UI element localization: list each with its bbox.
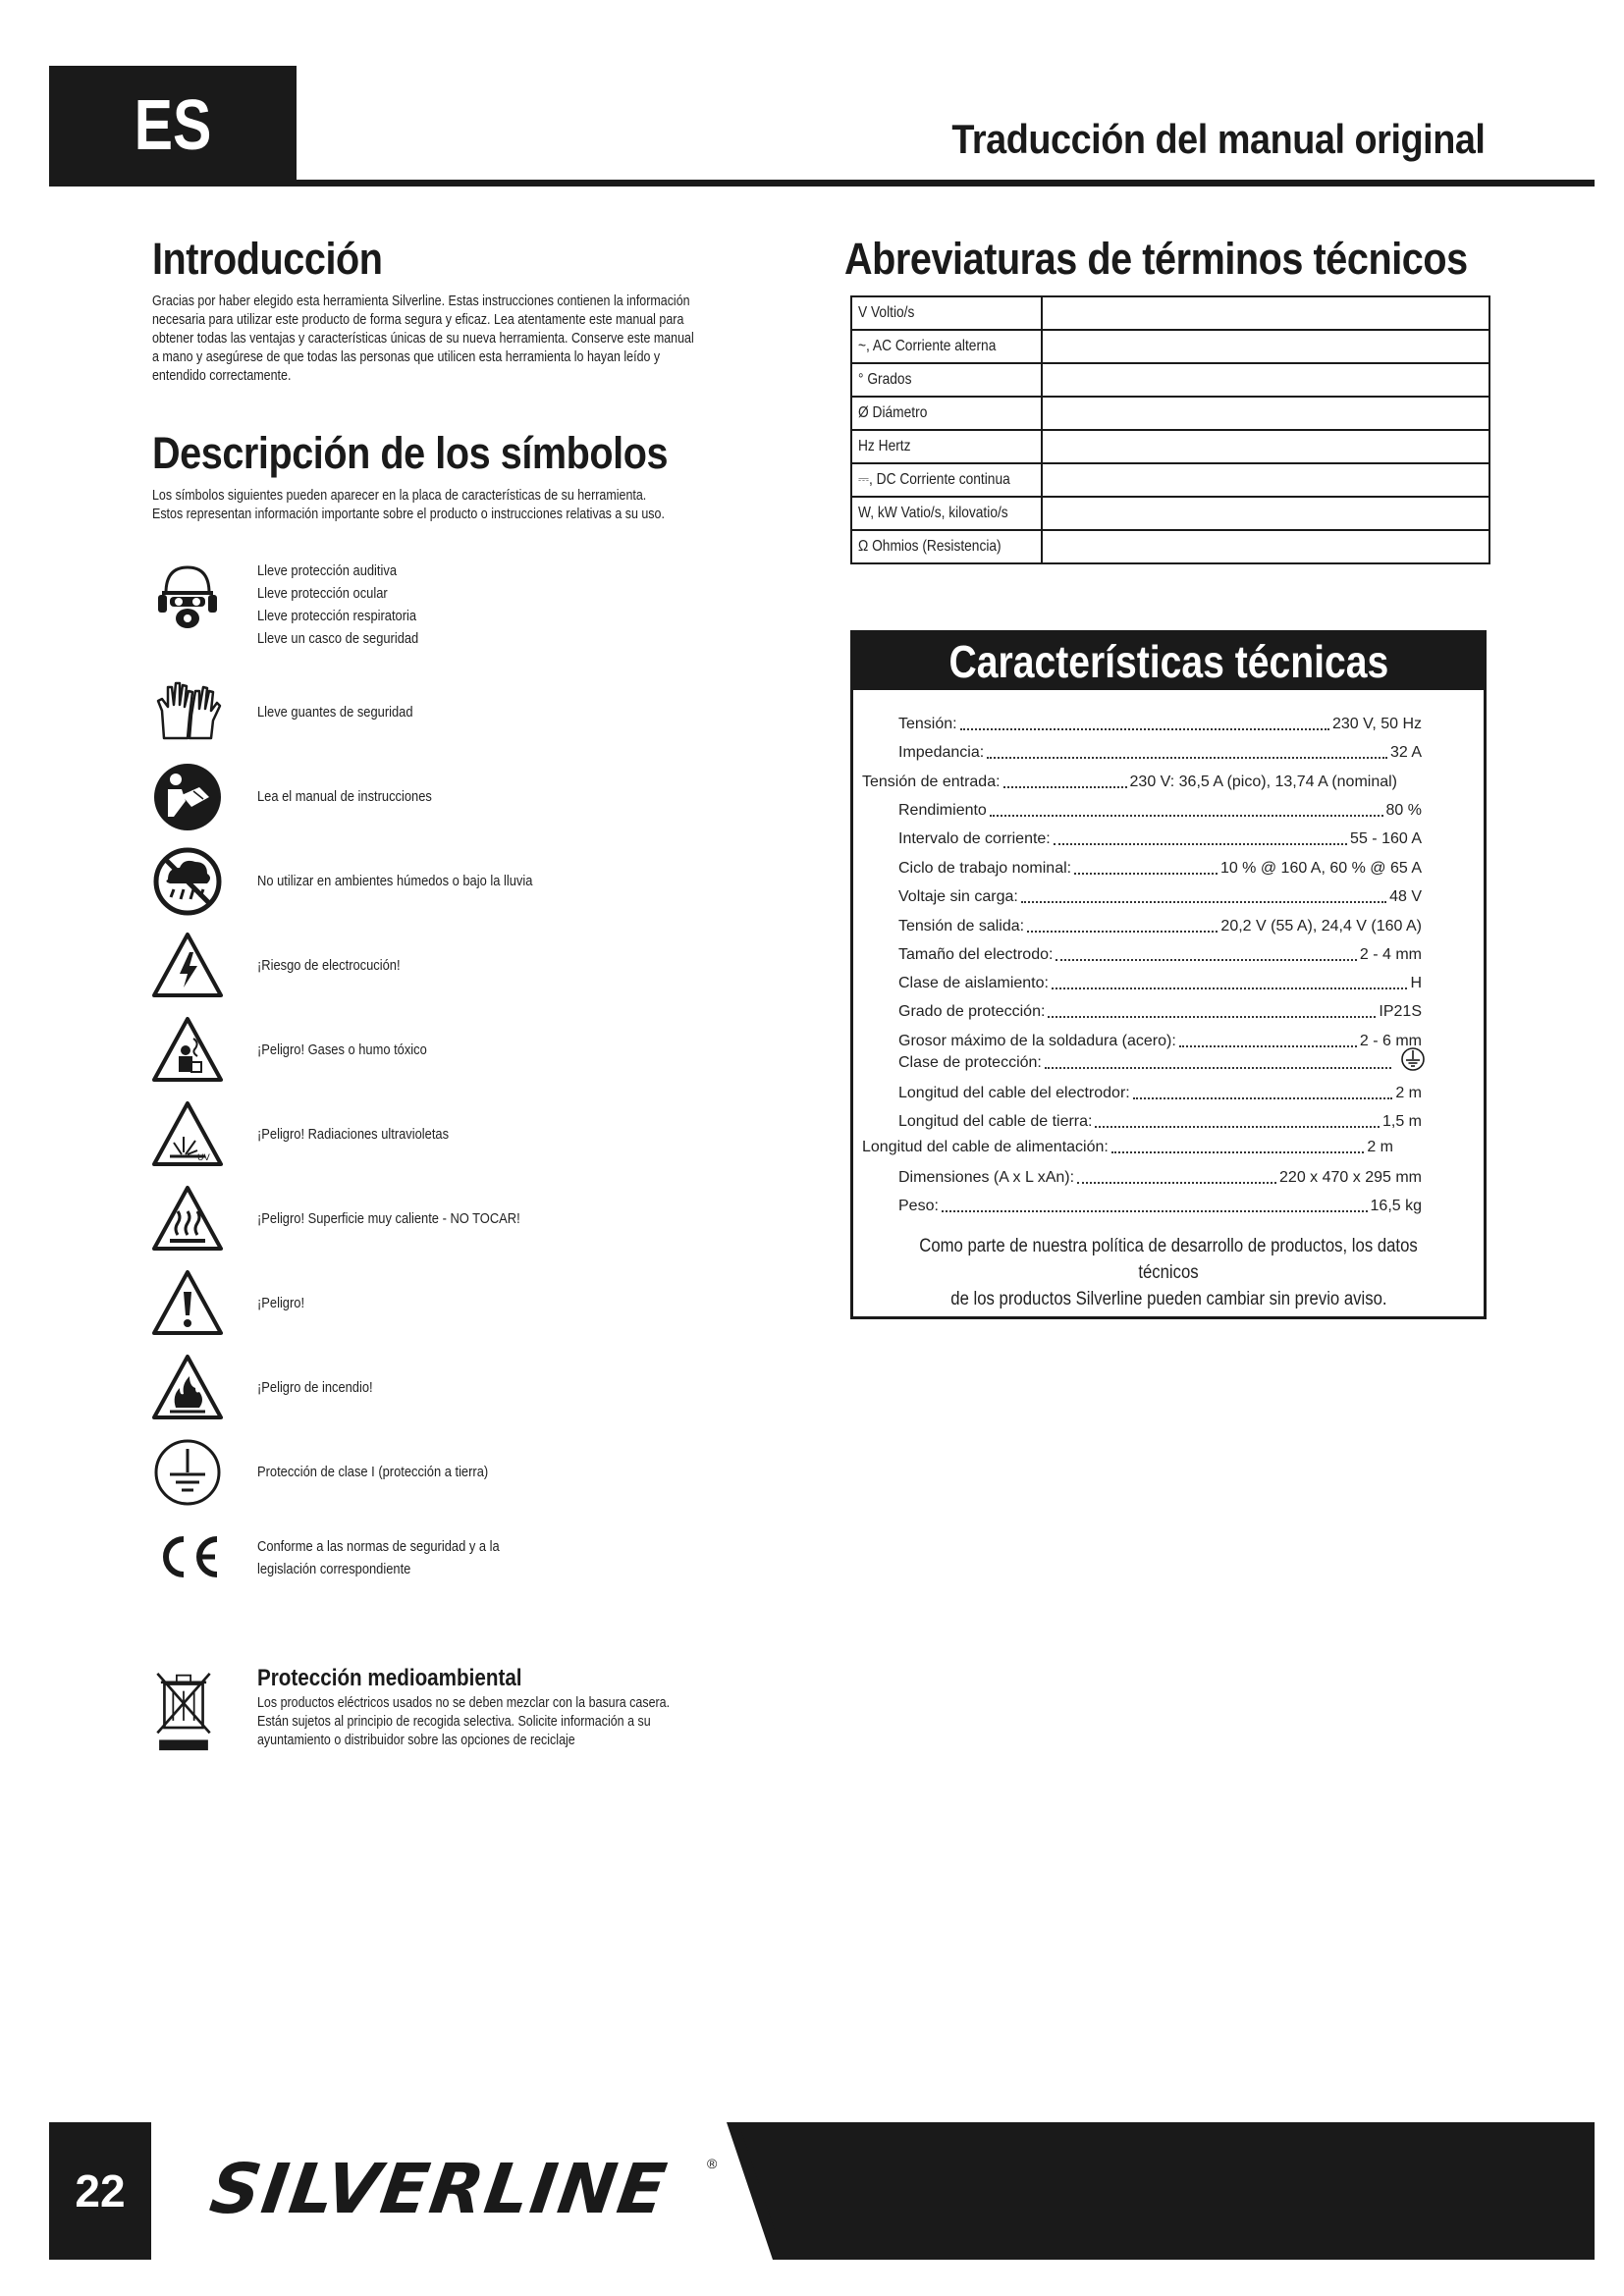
spec-row bbox=[898, 942, 1422, 968]
symbol-label: Conforme a las normas de seguridad y a la bbox=[257, 1538, 500, 1555]
symbol-label: ¡Peligro! bbox=[257, 1295, 305, 1311]
spec-row bbox=[898, 1194, 1422, 1219]
spec-value: H bbox=[1410, 975, 1422, 991]
spec-row bbox=[898, 798, 1422, 824]
intro-line: a mano y asegúrese de que todas las personas que utilicen esta herramienta lo hayan leído y bbox=[152, 349, 661, 365]
spec-value: 230 V: 36,5 A (pico), 13,74 A (nominal) bbox=[1129, 774, 1397, 790]
spec-label: Intervalo de corriente: bbox=[898, 830, 1051, 847]
toxic-fumes-icon bbox=[152, 1015, 223, 1086]
spec-leader-dots bbox=[1133, 1097, 1393, 1099]
spec-row bbox=[898, 856, 1422, 881]
electrocution-icon bbox=[152, 931, 223, 1001]
spec-row bbox=[898, 999, 1422, 1025]
symbol-label: ¡Peligro! Gases o humo tóxico bbox=[257, 1041, 427, 1058]
spec-label: Longitud del cable de tierra: bbox=[898, 1113, 1093, 1130]
spec-leader-dots bbox=[1056, 959, 1356, 961]
abbr-cell: V Voltio/s bbox=[858, 304, 915, 321]
hot-surface-icon bbox=[152, 1184, 223, 1255]
intro-line: obtener todas las ventajas y características únicas de su nueva herramienta. Conserve este manual bbox=[152, 331, 694, 347]
page-title: Traducción del manual original bbox=[950, 116, 1485, 162]
symbols-intro bbox=[152, 487, 811, 524]
weee-bin-icon bbox=[152, 1669, 215, 1755]
spec-row bbox=[862, 1135, 1393, 1160]
abbreviations-table bbox=[850, 295, 1490, 564]
spec-row bbox=[898, 1165, 1422, 1191]
spec-leader-dots bbox=[1048, 1016, 1376, 1018]
spec-leader-dots bbox=[960, 728, 1329, 730]
abbr-cell: ° Grados bbox=[858, 371, 912, 388]
spec-label: Tensión de entrada: bbox=[862, 774, 1001, 790]
spec-leader-dots bbox=[1027, 931, 1218, 933]
spec-row bbox=[898, 1081, 1422, 1106]
specs-heading-text: Características técnicas bbox=[948, 636, 1388, 687]
table-row bbox=[851, 363, 1489, 397]
spec-leader-dots bbox=[1074, 873, 1218, 875]
spec-value: 230 V, 50 Hz bbox=[1331, 716, 1422, 732]
symbol-label: Lleve guantes de seguridad bbox=[257, 704, 413, 721]
specs-heading bbox=[853, 633, 1484, 690]
symbol-label: Protección de clase I (protección a tierra) bbox=[257, 1464, 489, 1480]
spec-label: Longitud del cable de alimentación: bbox=[862, 1139, 1109, 1155]
intro-heading: Introducción bbox=[152, 234, 383, 284]
environment-title: Protección medioambiental bbox=[257, 1665, 522, 1691]
spec-leader-dots bbox=[1179, 1045, 1357, 1047]
spec-label: Clase de protección: bbox=[898, 1054, 1042, 1071]
spec-leader-dots bbox=[1095, 1126, 1380, 1128]
abbr-cell: ⎓, DC Corriente continua bbox=[858, 471, 1010, 488]
page-number: 22 bbox=[75, 2165, 126, 2216]
table-row bbox=[851, 463, 1489, 497]
spec-value: 55 - 160 A bbox=[1350, 830, 1422, 847]
symbol-label: ¡Peligro! Radiaciones ultravioletas bbox=[257, 1126, 450, 1143]
table-row bbox=[851, 430, 1489, 463]
spec-value: 2 - 4 mm bbox=[1359, 946, 1422, 963]
spec-label: Tamaño del electrodo: bbox=[898, 946, 1054, 963]
symbol-label: No utilizar en ambientes húmedos o bajo la lluvia bbox=[257, 873, 533, 889]
symbol-label: ¡Peligro! Superficie muy caliente - NO TOCAR! bbox=[257, 1210, 520, 1227]
symbol-label: Lleve un casco de seguridad bbox=[257, 630, 419, 647]
spec-row bbox=[898, 740, 1422, 766]
footer-separator bbox=[151, 2122, 160, 2260]
abbr-cell: ~, AC Corriente alterna bbox=[858, 338, 997, 354]
table-row bbox=[851, 530, 1489, 563]
spec-label: Dimensiones (A x L xAn): bbox=[898, 1169, 1075, 1186]
spec-label: Voltaje sin carga: bbox=[898, 888, 1018, 905]
spec-value: IP21S bbox=[1379, 1003, 1422, 1020]
spec-label: Clase de aislamiento: bbox=[898, 975, 1049, 991]
spec-row bbox=[898, 827, 1422, 852]
silverline-logo bbox=[205, 2145, 674, 2233]
registered-mark: ® bbox=[707, 2156, 718, 2171]
spec-row bbox=[898, 1109, 1422, 1135]
symbol-label: ¡Peligro de incendio! bbox=[257, 1379, 373, 1396]
read-manual-icon bbox=[152, 762, 223, 832]
spec-leader-dots bbox=[942, 1210, 1368, 1212]
environment-line: Los productos eléctricos usados no se deben mezclar con la basura casera. bbox=[257, 1695, 671, 1711]
spec-label: Longitud del cable del electrodor: bbox=[898, 1085, 1130, 1101]
spec-leader-dots bbox=[1054, 843, 1347, 845]
abbr-cell: Ω Ohmios (Resistencia) bbox=[858, 538, 1001, 555]
abbreviations-heading: Abreviaturas de términos técnicos bbox=[844, 234, 1468, 284]
spec-label: Tensión de salida: bbox=[898, 918, 1025, 934]
symbols-heading: Descripción de los símbolos bbox=[152, 428, 669, 478]
spec-leader-dots bbox=[1111, 1151, 1364, 1153]
abbr-cell: W, kW Vatio/s, kilovatio/s bbox=[858, 505, 1008, 521]
symbols-intro-line: Estos representan información importante sobre el producto o instrucciones relativas a su uso. bbox=[152, 507, 665, 522]
spec-value: 80 % bbox=[1385, 802, 1422, 819]
gloves-icon bbox=[152, 677, 223, 748]
spec-value: 16,5 kg bbox=[1370, 1198, 1422, 1214]
symbol-label: Lea el manual de instrucciones bbox=[257, 788, 432, 805]
spec-leader-dots bbox=[1052, 988, 1407, 989]
spec-value: 2 m bbox=[1367, 1139, 1393, 1155]
symbol-label: ¡Riesgo de electrocución! bbox=[257, 957, 401, 974]
symbol-label: Lleve protección auditiva bbox=[257, 562, 397, 579]
header-rule bbox=[297, 180, 1595, 187]
spec-label: Ciclo de trabajo nominal: bbox=[898, 860, 1072, 877]
table-row bbox=[851, 330, 1489, 363]
environment-line: ayuntamiento o distribuidor sobre las opciones de reciclaje bbox=[257, 1733, 575, 1748]
spec-label: Tensión: bbox=[898, 716, 957, 732]
environment-line: Están sujetos al principio de recogida selectiva. Solicite información a su bbox=[257, 1714, 651, 1730]
spec-value: 20,2 V (55 A), 24,4 V (160 A) bbox=[1220, 918, 1422, 934]
spec-row bbox=[898, 1050, 1422, 1076]
ce-mark-icon bbox=[152, 1522, 223, 1592]
abbr-cell: Hz Hertz bbox=[858, 438, 911, 454]
spec-row bbox=[862, 770, 1397, 795]
ppe-head-icon bbox=[152, 561, 223, 632]
spec-leader-dots bbox=[987, 757, 1387, 759]
fire-hazard-icon bbox=[152, 1353, 223, 1423]
spec-leader-dots bbox=[1021, 901, 1386, 903]
spec-value: 220 x 470 x 295 mm bbox=[1279, 1169, 1422, 1186]
uv-radiation-icon bbox=[152, 1099, 223, 1170]
danger-icon bbox=[152, 1268, 223, 1339]
spec-leader-dots bbox=[1077, 1182, 1276, 1184]
earth-ground-icon bbox=[152, 1437, 223, 1508]
intro-line: entendido correctamente. bbox=[152, 368, 292, 384]
table-row bbox=[851, 296, 1489, 330]
symbol-label: Lleve protección ocular bbox=[257, 585, 388, 602]
no-rain-icon bbox=[152, 846, 223, 917]
spec-row bbox=[898, 712, 1422, 737]
spec-row bbox=[898, 971, 1422, 996]
intro-line: Gracias por haber elegido esta herramienta Silverline. Estas instrucciones contienen la información bbox=[152, 294, 690, 309]
spec-row bbox=[898, 914, 1422, 939]
symbol-label: legislación correspondiente bbox=[257, 1561, 411, 1577]
table-row bbox=[851, 497, 1489, 530]
intro-paragraph bbox=[152, 293, 811, 386]
svg-text:UV: UV bbox=[197, 1153, 210, 1163]
spec-label: Grosor máximo de la soldadura (acero): bbox=[898, 1033, 1176, 1049]
brand-wordmark: SILVERLINE bbox=[205, 2149, 674, 2229]
spec-label: Rendimiento bbox=[898, 802, 987, 819]
spec-value: 2 m bbox=[1395, 1085, 1422, 1101]
symbol-label: Lleve protección respiratoria bbox=[257, 608, 417, 624]
specs-note bbox=[864, 1233, 1473, 1312]
abbr-cell: Ø Diámetro bbox=[858, 404, 928, 421]
spec-label: Impedancia: bbox=[898, 744, 985, 761]
spec-value: 32 A bbox=[1389, 744, 1422, 761]
spec-value: 48 V bbox=[1389, 888, 1422, 905]
table-row bbox=[851, 397, 1489, 430]
spec-leader-dots bbox=[990, 815, 1383, 817]
spec-leader-dots bbox=[1003, 786, 1127, 788]
spec-label: Grado de protección: bbox=[898, 1003, 1046, 1020]
spec-value: 1,5 m bbox=[1381, 1113, 1422, 1130]
language-code: ES bbox=[134, 86, 212, 165]
specs-note-line: Como parte de nuestra política de desarrollo de productos, los datos técnicos bbox=[919, 1236, 1418, 1283]
spec-value: 2 - 6 mm bbox=[1359, 1033, 1422, 1049]
spec-value: 10 % @ 160 A, 60 % @ 65 A bbox=[1219, 860, 1422, 877]
spec-row bbox=[898, 884, 1422, 910]
intro-line: necesaria para utilizar este producto de forma segura y eficaz. Lea atentamente este manual para bbox=[152, 312, 684, 328]
specs-note-line: de los productos Silverline pueden cambiar sin previo aviso. bbox=[949, 1289, 1387, 1309]
spec-leader-dots bbox=[1045, 1067, 1391, 1069]
protection-class-earth-icon bbox=[1400, 1046, 1426, 1072]
spec-label: Peso: bbox=[898, 1198, 939, 1214]
symbols-intro-line: Los símbolos siguientes pueden aparecer en la placa de características de su herramienta. bbox=[152, 488, 647, 504]
